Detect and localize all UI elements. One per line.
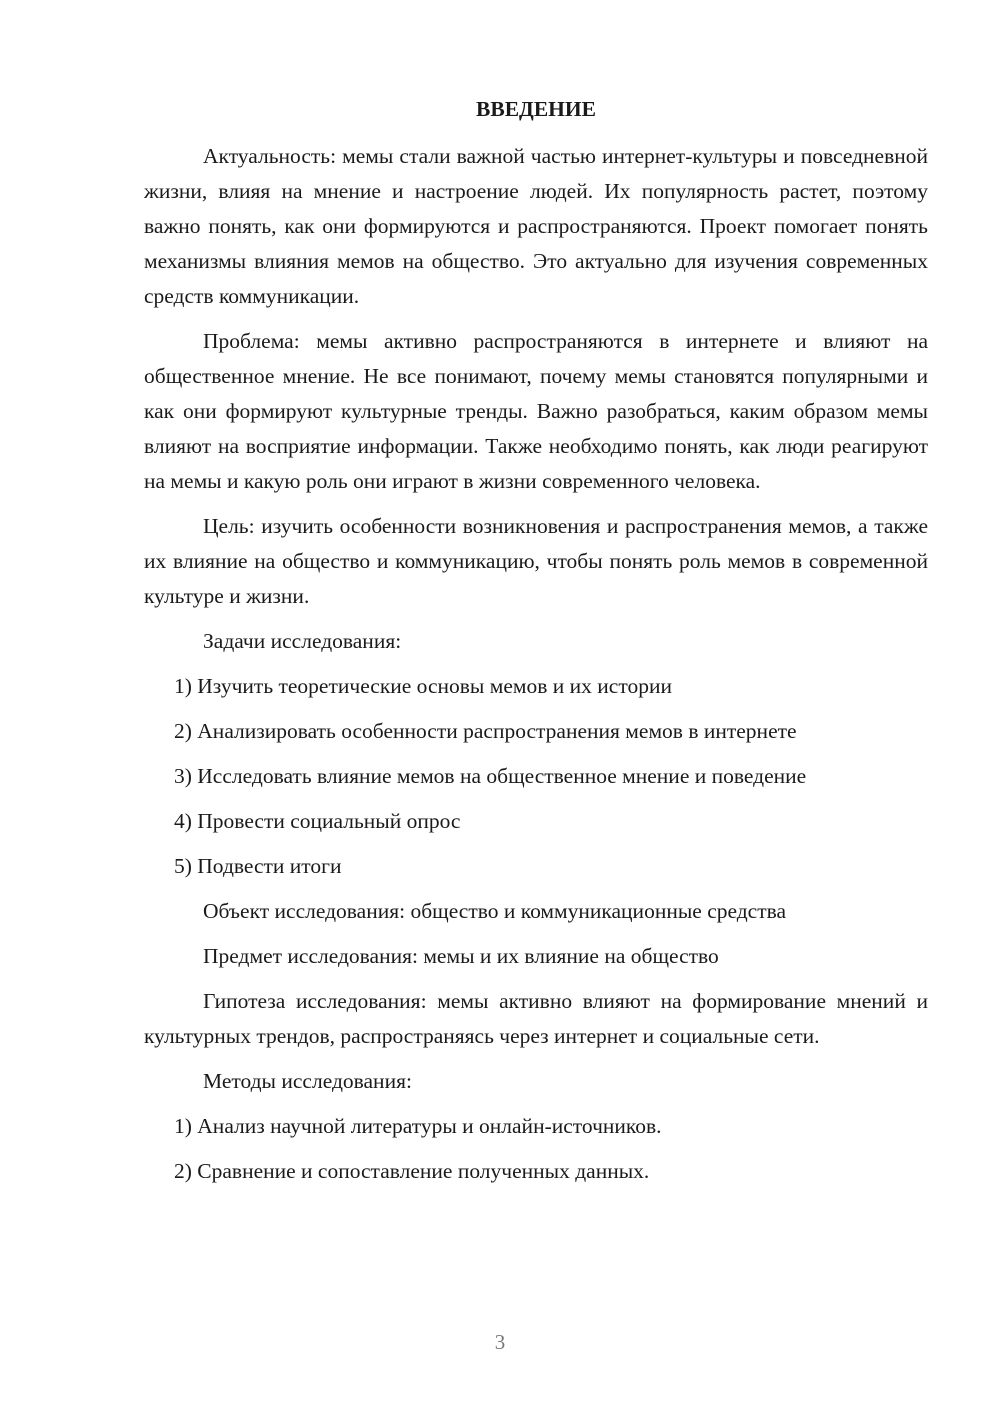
- problem-paragraph: Проблема: мемы активно распространяются в интернете и влияют на общественное мнение. Не все понимают, почему мемы становятся популярными и как они формируют культурные тренды. Важно разобраться, каким образом мемы влияют на восприятие информации. Также необходимо понять, как люди реагируют на мемы и какую роль они играют в жизни современного человека.: [144, 329, 928, 493]
- task-item: 4) Провести социальный опрос: [174, 809, 461, 833]
- methods-label: Методы исследования:: [203, 1069, 412, 1093]
- method-item: 1) Анализ научной литературы и онлайн-источников.: [174, 1114, 662, 1138]
- hypothesis-paragraph: Гипотеза исследования: мемы активно влияют на формирование мнений и культурных трендов, распространяясь через интернет и социальные сети.: [144, 989, 928, 1048]
- tasks-label: Задачи исследования:: [203, 629, 402, 653]
- task-item: 1) Изучить теоретические основы мемов и их истории: [174, 674, 672, 698]
- subject-line: Предмет исследования: мемы и их влияние на общество: [203, 944, 719, 968]
- goal-paragraph: Цель: изучить особенности возникновения и распространения мемов, а также их влияние на общество и коммуникацию, чтобы понять роль мемов в современной культуре и жизни.: [144, 514, 928, 608]
- relevance-paragraph: Актуальность: мемы стали важной частью интернет-культуры и повседневной жизни, влияя на мнение и настроение людей. Их популярность растет, поэтому важно понять, как они формируются и распространяются. Проект помогает понять механизмы влияния мемов на общество. Это актуально для изучения современных средств коммуникации.: [144, 144, 928, 308]
- object-line: Объект исследования: общество и коммуникационные средства: [203, 899, 787, 923]
- section-heading: ВВЕДЕНИЕ: [476, 97, 596, 121]
- task-item: 2) Анализировать особенности распространения мемов в интернете: [174, 719, 797, 743]
- task-item: 3) Исследовать влияние мемов на общественное мнение и поведение: [174, 764, 807, 788]
- task-item: 5) Подвести итоги: [174, 854, 342, 878]
- document-page: [144, 92, 928, 1199]
- page-number: 3: [494, 1330, 506, 1354]
- method-item: 2) Сравнение и сопоставление полученных данных.: [174, 1159, 650, 1183]
